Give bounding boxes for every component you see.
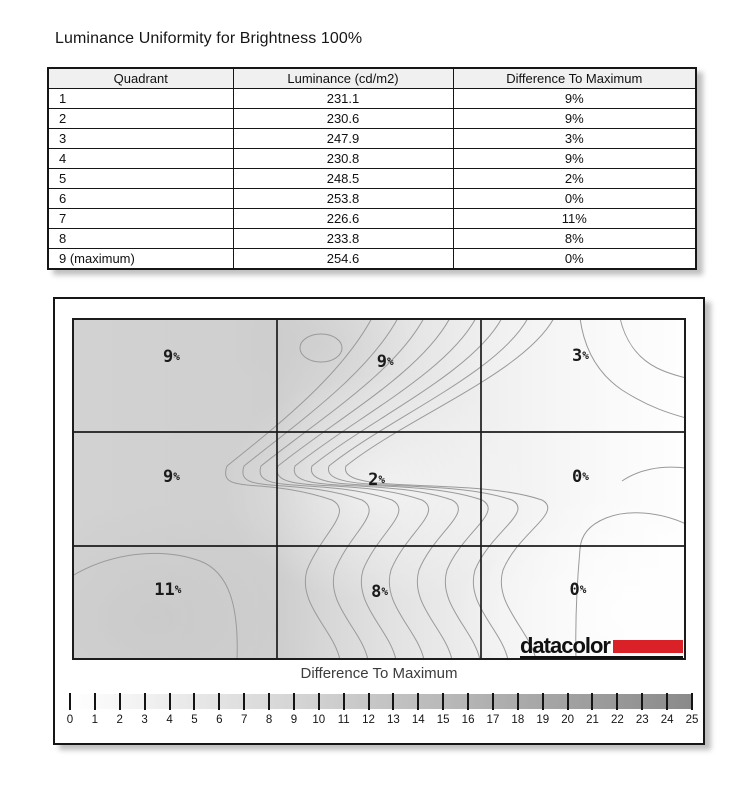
colorbar-tick-label: 5 <box>191 714 198 726</box>
table-row <box>48 249 696 270</box>
colorbar-tick-label: 23 <box>635 714 649 726</box>
difference-cell: 0% <box>453 249 696 270</box>
colorbar-tick <box>343 693 345 710</box>
colorbar-tick <box>417 693 419 710</box>
luminance-cell: 247.9 <box>233 129 453 149</box>
colorbar-tick <box>392 693 394 710</box>
quadrant-cell: 9 (maximum) <box>48 249 233 270</box>
colorbar-tick-label: 24 <box>660 714 674 726</box>
quadrant-cell: 4 <box>48 149 233 169</box>
colorbar-tick-label: 10 <box>312 714 326 726</box>
quadrant-cell: 7 <box>48 209 233 229</box>
luminance-cell: 248.5 <box>233 169 453 189</box>
colorbar-tick <box>268 693 270 710</box>
colorbar-tick <box>492 693 494 710</box>
luminance-cell: 226.6 <box>233 209 453 229</box>
table-header-row <box>48 68 696 89</box>
contour-cell-label: 9% <box>163 347 180 368</box>
colorbar-tick <box>243 693 245 710</box>
colorbar-tick <box>567 693 569 710</box>
quadrant-cell: 1 <box>48 89 233 109</box>
luminance-cell: 233.8 <box>233 229 453 249</box>
colorbar-tick <box>691 693 693 710</box>
table-row <box>48 229 696 249</box>
colorbar-tick <box>169 693 171 710</box>
table-row <box>48 109 696 129</box>
contour-cell-label: 0% <box>571 467 589 488</box>
table-row <box>48 169 696 189</box>
colorbar-tick-label: 13 <box>387 714 400 726</box>
datacolor-logo-text: datacolor <box>519 633 610 658</box>
colorbar-tick <box>119 693 121 710</box>
page-title: Luminance Uniformity for Brightness 100% <box>55 30 363 47</box>
colorbar-tick-label: 3 <box>141 714 148 726</box>
contour-cell-label: 3% <box>571 345 589 366</box>
column-header-quadrant: Quadrant <box>48 68 233 89</box>
difference-cell: 3% <box>453 129 696 149</box>
colorbar-tick-labels <box>66 714 699 728</box>
colorbar-tick-label: 19 <box>536 714 550 726</box>
quadrant-cell: 3 <box>48 129 233 149</box>
colorbar-tick <box>218 693 220 710</box>
colorbar-tick <box>467 693 469 710</box>
contour-plot <box>72 318 686 660</box>
colorbar-tick <box>69 693 71 710</box>
colorbar-tick-label: 16 <box>461 714 475 726</box>
difference-cell: 11% <box>453 209 696 229</box>
colorbar-tick-label: 2 <box>116 714 123 726</box>
contour-cell-label: 11% <box>154 579 182 600</box>
colorbar-tick-label: 6 <box>216 714 223 726</box>
quadrant-cell: 6 <box>48 189 233 209</box>
quadrant-cell: 2 <box>48 109 233 129</box>
colorbar-tick-label: 12 <box>362 714 375 726</box>
colorbar-tick-label: 4 <box>166 714 173 726</box>
colorbar-tick <box>442 693 444 710</box>
difference-cell: 9% <box>453 149 696 169</box>
luminance-cell: 253.8 <box>233 189 453 209</box>
column-header-difference: Difference To Maximum <box>453 68 696 89</box>
luminance-cell: 230.8 <box>233 149 453 169</box>
table-row <box>48 209 696 229</box>
colorbar-tick-label: 25 <box>685 714 699 726</box>
colorbar-tick-label: 15 <box>436 714 450 726</box>
colorbar-tick-label: 9 <box>290 714 298 726</box>
colorbar-tick-label: 8 <box>265 714 273 726</box>
luminance-cell: 230.6 <box>233 109 453 129</box>
colorbar-tick <box>616 693 618 710</box>
difference-cell: 9% <box>453 109 696 129</box>
luminance-table <box>47 67 697 270</box>
contour-cell-label: 0% <box>569 579 587 600</box>
column-header-luminance: Luminance (cd/m2) <box>233 68 453 89</box>
colorbar-tick-label: 1 <box>91 714 99 726</box>
colorbar-tick <box>666 693 668 710</box>
colorbar-tick-label: 14 <box>411 714 425 726</box>
colorbar-tick-label: 21 <box>586 714 599 726</box>
luminance-cell: 231.1 <box>233 89 453 109</box>
colorbar-tick <box>144 693 146 710</box>
contour-cell-label: 8% <box>371 581 389 602</box>
difference-cell: 8% <box>453 229 696 249</box>
logo-red-bar <box>613 640 683 653</box>
colorbar-tick-label: 17 <box>486 714 500 726</box>
colorbar-tick <box>193 693 195 710</box>
difference-cell: 0% <box>453 189 696 209</box>
colorbar-tick-label: 22 <box>610 714 624 726</box>
contour-plot-canvas <box>72 318 686 660</box>
contour-cell-label: 9% <box>376 352 394 373</box>
colorbar-tick <box>641 693 643 710</box>
colorbar-tick <box>591 693 593 710</box>
quadrant-cell: 8 <box>48 229 233 249</box>
contour-cell-label: 9% <box>163 467 180 488</box>
datacolor-logo <box>519 633 683 659</box>
difference-cell: 9% <box>453 89 696 109</box>
colorbar-tick <box>318 693 320 710</box>
colorbar-tick-label: 18 <box>511 714 525 726</box>
table-body <box>48 89 696 270</box>
difference-cell: 2% <box>453 169 696 189</box>
colorbar-tick-label: 7 <box>240 714 248 726</box>
table-row <box>48 189 696 209</box>
colorbar <box>70 693 692 710</box>
colorbar-tick-label: 0 <box>66 714 74 726</box>
colorbar-tick-label: 11 <box>337 714 350 726</box>
colorbar-tick <box>542 693 544 710</box>
colorbar-title: Difference To Maximum <box>300 665 458 682</box>
colorbar-ticks <box>70 693 692 710</box>
colorbar-tick <box>94 693 96 710</box>
luminance-cell: 254.6 <box>233 249 453 270</box>
colorbar-tick-label: 20 <box>561 714 574 726</box>
uniformity-figure-panel <box>53 297 705 745</box>
table-row <box>48 129 696 149</box>
colorbar-tick <box>368 693 370 710</box>
colorbar-tick <box>517 693 519 710</box>
colorbar-tick <box>293 693 295 710</box>
table-row <box>48 89 696 109</box>
quadrant-cell: 5 <box>48 169 233 189</box>
table-row <box>48 149 696 169</box>
contour-cell-label: 2% <box>368 470 385 491</box>
